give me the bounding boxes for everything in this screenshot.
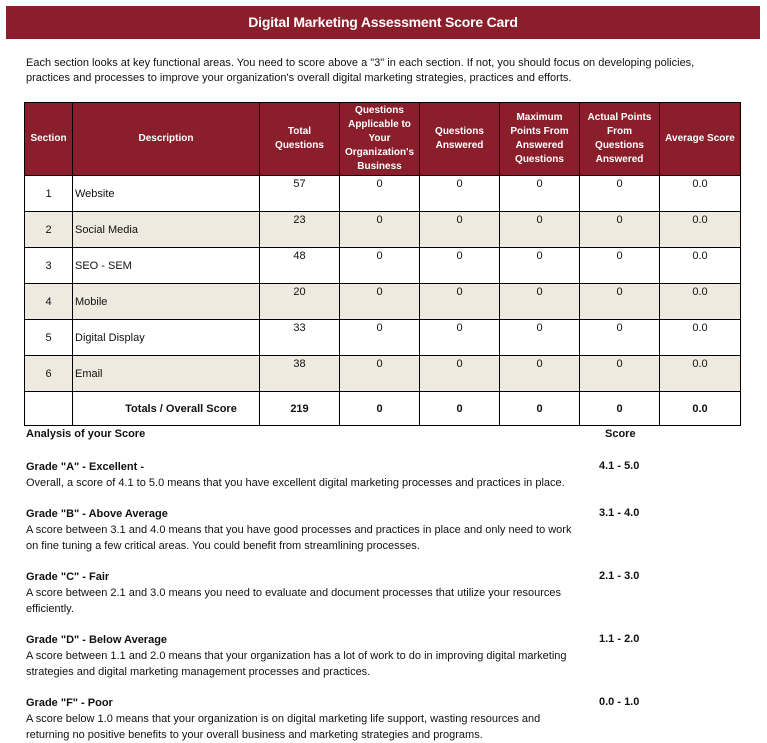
cell-applicable: 0 (340, 356, 420, 392)
table-row (25, 356, 741, 392)
cell-actual-points: 0 (580, 248, 660, 284)
cell-description: Digital Display (73, 320, 260, 356)
cell-description: Mobile (73, 284, 260, 320)
grade-title: Grade "C" - Fair (26, 571, 110, 583)
cell-actual-points: 0 (580, 320, 660, 356)
grade-d (26, 633, 746, 680)
page-title: Digital Marketing Assessment Score Card (6, 6, 760, 39)
table-row (25, 248, 741, 284)
cell-description: SEO - SEM (73, 248, 260, 284)
cell-total-questions: 38 (260, 356, 340, 392)
cell-answered: 0 (420, 356, 500, 392)
cell-section: 6 (25, 356, 73, 392)
header-questions-applicable: Questions Applicable to Your Organization's Business (340, 103, 420, 176)
cell-applicable: 0 (340, 320, 420, 356)
cell-applicable: 0 (340, 176, 420, 212)
cell-total-questions: 48 (260, 248, 340, 284)
cell-section: 2 (25, 212, 73, 248)
header-section: Section (25, 103, 73, 176)
grade-range: 0.0 - 1.0 (599, 696, 640, 708)
grade-title: Grade "B" - Above Average (26, 508, 168, 520)
header-total-questions: Total Questions (260, 103, 340, 176)
cell-section: 4 (25, 284, 73, 320)
cell-description: Social Media (73, 212, 260, 248)
intro-text: Each section looks at key functional areas. You need to score above a "3" in each section. If not, you should focus on developing policies, practices and processes to improve your organization's overall digital marketing strategies, practices and efforts. (26, 57, 695, 84)
cell-answered: 0 (420, 284, 500, 320)
totals-empty-cell (25, 392, 73, 426)
header-description: Description (73, 103, 260, 176)
analysis-header (26, 428, 746, 444)
grade-range: 2.1 - 3.0 (599, 570, 640, 582)
grade-f (26, 696, 746, 743)
header-average-score: Average Score (660, 103, 741, 176)
grade-description: A score between 2.1 and 3.0 means you need to evaluate and document processes that utilize your resources efficiently. (26, 587, 562, 615)
cell-total-questions: 20 (260, 284, 340, 320)
grade-title: Grade "A" - Excellent - (26, 461, 145, 473)
header-actual-points: Actual Points From Questions Answered (580, 103, 660, 176)
cell-max-points: 0 (500, 320, 580, 356)
totals-actual-points: 0 (580, 392, 660, 426)
cell-actual-points: 0 (580, 356, 660, 392)
totals-max-points: 0 (500, 392, 580, 426)
cell-average: 0.0 (660, 212, 741, 248)
cell-max-points: 0 (500, 176, 580, 212)
cell-total-questions: 33 (260, 320, 340, 356)
cell-total-questions: 57 (260, 176, 340, 212)
cell-applicable: 0 (340, 284, 420, 320)
score-table (24, 102, 741, 426)
table-row (25, 212, 741, 248)
cell-actual-points: 0 (580, 176, 660, 212)
cell-max-points: 0 (500, 248, 580, 284)
analysis-heading: Analysis of your Score (26, 428, 146, 440)
grade-range: 3.1 - 4.0 (599, 507, 640, 519)
totals-total-questions: 219 (260, 392, 340, 426)
totals-row (25, 392, 741, 426)
header-maximum-points: Maximum Points From Answered Questions (500, 103, 580, 176)
cell-max-points: 0 (500, 356, 580, 392)
cell-total-questions: 23 (260, 212, 340, 248)
table-row (25, 320, 741, 356)
grade-range: 1.1 - 2.0 (599, 633, 640, 645)
cell-applicable: 0 (340, 248, 420, 284)
totals-label: Totals / Overall Score (73, 392, 260, 426)
cell-actual-points: 0 (580, 284, 660, 320)
table-row (25, 284, 741, 320)
grade-description: A score between 3.1 and 4.0 means that you have good processes and practices in place and only need to work on fine tuning a few critical areas. You could benefit from streamlining processes. (26, 524, 572, 552)
cell-average: 0.0 (660, 284, 741, 320)
cell-answered: 0 (420, 212, 500, 248)
cell-average: 0.0 (660, 176, 741, 212)
grade-b (26, 507, 746, 554)
totals-average: 0.0 (660, 392, 741, 426)
table-header-row (25, 103, 741, 176)
grade-description: Overall, a score of 4.1 to 5.0 means that you have excellent digital marketing processes and practices in place. (26, 477, 565, 489)
cell-description: Email (73, 356, 260, 392)
analysis-section (26, 428, 746, 743)
cell-max-points: 0 (500, 212, 580, 248)
grade-a (26, 460, 746, 491)
cell-answered: 0 (420, 320, 500, 356)
cell-average: 0.0 (660, 356, 741, 392)
totals-answered: 0 (420, 392, 500, 426)
grade-range: 4.1 - 5.0 (599, 460, 640, 472)
cell-average: 0.0 (660, 248, 741, 284)
cell-actual-points: 0 (580, 212, 660, 248)
score-heading: Score (605, 428, 636, 440)
grade-description: A score below 1.0 means that your organization is on digital marketing life support, wasting resources and returning no positive benefits to your overall business and marketing strategies and programs. (26, 713, 541, 741)
cell-section: 1 (25, 176, 73, 212)
header-questions-answered: Questions Answered (420, 103, 500, 176)
cell-max-points: 0 (500, 284, 580, 320)
grade-c (26, 570, 746, 617)
grade-title: Grade "F" - Poor (26, 697, 113, 709)
totals-applicable: 0 (340, 392, 420, 426)
cell-applicable: 0 (340, 212, 420, 248)
grade-description: A score between 1.1 and 2.0 means that your organization has a lot of work to do in improving digital marketing strategies and digital marketing management processes and practices. (26, 650, 567, 678)
cell-average: 0.0 (660, 320, 741, 356)
cell-description: Website (73, 176, 260, 212)
cell-section: 5 (25, 320, 73, 356)
cell-section: 3 (25, 248, 73, 284)
cell-answered: 0 (420, 176, 500, 212)
cell-answered: 0 (420, 248, 500, 284)
grade-title: Grade "D" - Below Average (26, 634, 168, 646)
table-row (25, 176, 741, 212)
